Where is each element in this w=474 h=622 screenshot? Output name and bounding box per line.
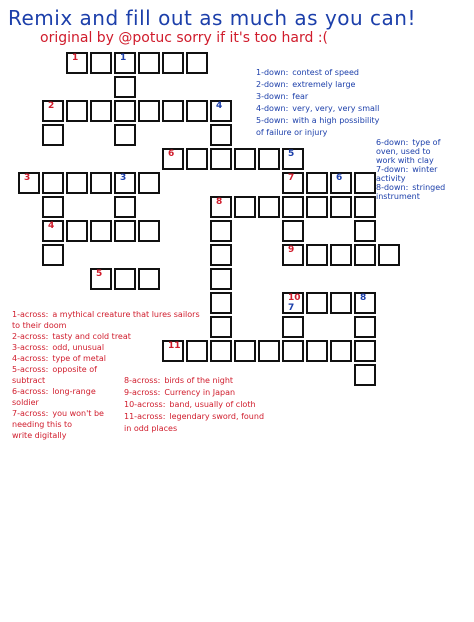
- grid-cell[interactable]: [186, 100, 208, 122]
- grid-cell[interactable]: [330, 244, 352, 266]
- clue-line: [12, 354, 106, 363]
- clue-text: stringed: [412, 183, 446, 192]
- grid-cell[interactable]: [282, 340, 304, 362]
- grid-cell[interactable]: [258, 340, 280, 362]
- grid-cell[interactable]: [210, 244, 232, 266]
- clue-text: legendary sword, found: [169, 412, 265, 421]
- clue-label: 1-down:: [256, 68, 289, 77]
- grid-cell[interactable]: [186, 52, 208, 74]
- clue-text: long-range: [52, 387, 96, 396]
- grid-cell[interactable]: [210, 292, 232, 314]
- clue-line: [256, 104, 379, 113]
- clue-label: 10-across:: [124, 400, 166, 409]
- clue-line: [376, 192, 420, 201]
- clue-label: 7-down:: [376, 165, 409, 174]
- clue-number-11-across: 11: [168, 341, 181, 351]
- grid-cell[interactable]: [138, 268, 160, 290]
- grid-cell[interactable]: [354, 340, 376, 362]
- clue-label: 11-across:: [124, 412, 166, 421]
- clue-label: 3-down:: [256, 92, 289, 101]
- grid-cell[interactable]: [210, 220, 232, 242]
- clue-line: [12, 332, 131, 341]
- clue-text: odd, unusual: [52, 343, 105, 352]
- grid-cell[interactable]: [282, 220, 304, 242]
- clue-line: [12, 321, 66, 330]
- clue-text: subtract: [12, 376, 46, 385]
- clue-text: very, very, very small: [292, 104, 380, 113]
- clue-text: band, usually of cloth: [169, 400, 256, 409]
- grid-cell[interactable]: [186, 148, 208, 170]
- grid-cell[interactable]: [354, 244, 376, 266]
- grid-cell[interactable]: [186, 340, 208, 362]
- clue-line: [124, 388, 235, 397]
- clue-number-9-across: 9: [288, 245, 295, 255]
- clue-label: 4-across:: [12, 354, 49, 363]
- clue-line: [376, 156, 434, 165]
- clue-number-6-across: 6: [168, 149, 175, 159]
- grid-cell[interactable]: [114, 220, 136, 242]
- grid-cell[interactable]: [306, 244, 328, 266]
- clue-line: [124, 400, 256, 409]
- clue-text: work with clay: [376, 156, 434, 165]
- clue-number-10-across: 10: [288, 293, 301, 303]
- clue-text: winter: [412, 165, 438, 174]
- grid-cell[interactable]: [210, 316, 232, 338]
- grid-cell[interactable]: [114, 76, 136, 98]
- clue-line: [12, 376, 45, 385]
- clue-text: contest of speed: [292, 68, 359, 77]
- clue-line: [256, 92, 308, 101]
- clue-label: 1-across:: [12, 310, 49, 319]
- clue-line: [12, 420, 72, 429]
- clue-line: [376, 174, 406, 183]
- clue-text: of failure or injury: [256, 128, 328, 137]
- clue-label: 3-across:: [12, 343, 49, 352]
- grid-cell[interactable]: [138, 52, 160, 74]
- clue-line: [256, 128, 327, 137]
- clue-number-3-across: 3: [24, 173, 31, 183]
- clue-line: [12, 409, 104, 418]
- grid-cell[interactable]: [42, 196, 64, 218]
- clue-line: [256, 68, 359, 77]
- clue-label: 6-down:: [376, 138, 409, 147]
- clue-number-1-down: 1: [120, 53, 127, 63]
- grid-cell[interactable]: [42, 124, 64, 146]
- clue-line: [124, 412, 264, 421]
- clue-text: soldier: [12, 398, 39, 407]
- grid-cell[interactable]: [66, 100, 88, 122]
- grid-cell[interactable]: [330, 292, 352, 314]
- clue-number-5-across: 5: [96, 269, 103, 279]
- clue-number-2-across: 2: [48, 101, 55, 111]
- grid-cell[interactable]: [234, 148, 256, 170]
- clue-line: [12, 431, 66, 440]
- clue-number-3-down: 3: [120, 173, 127, 183]
- clue-text: to their doom: [12, 321, 67, 330]
- clue-text: opposite of: [52, 365, 97, 374]
- clue-label: 5-across:: [12, 365, 49, 374]
- grid-cell[interactable]: [114, 124, 136, 146]
- clue-line: [376, 165, 437, 174]
- grid-cell[interactable]: [282, 196, 304, 218]
- clue-label: 8-across:: [124, 376, 161, 385]
- grid-cell[interactable]: [114, 268, 136, 290]
- clue-number-5-down: 5: [288, 149, 295, 159]
- clue-text: fear: [292, 92, 309, 101]
- grid-cell[interactable]: [306, 292, 328, 314]
- clue-line: [12, 365, 97, 374]
- clue-line: [256, 116, 379, 125]
- grid-cell[interactable]: [66, 220, 88, 242]
- clue-line: [376, 138, 440, 147]
- clue-text: birds of the night: [164, 376, 234, 385]
- clue-label: 4-down:: [256, 104, 289, 113]
- grid-cell[interactable]: [42, 172, 64, 194]
- clue-text: type of: [412, 138, 441, 147]
- grid-cell[interactable]: [90, 100, 112, 122]
- grid-cell[interactable]: [138, 100, 160, 122]
- clue-text: oven, used to: [376, 147, 431, 156]
- grid-cell[interactable]: [330, 196, 352, 218]
- grid-cell[interactable]: [138, 172, 160, 194]
- grid-cell[interactable]: [138, 220, 160, 242]
- grid-cell[interactable]: [354, 364, 376, 386]
- grid-cell[interactable]: [162, 52, 184, 74]
- clue-line: [376, 183, 445, 192]
- grid-cell[interactable]: [258, 148, 280, 170]
- grid-cell[interactable]: [258, 196, 280, 218]
- clue-text: write digitally: [12, 431, 67, 440]
- clue-number-4-across: 4: [48, 221, 55, 231]
- clue-label: 5-down:: [256, 116, 289, 125]
- clue-label: 6-across:: [12, 387, 49, 396]
- page-subtitle: original by @potuc sorry if it's too hard :(: [40, 30, 329, 46]
- grid-cell[interactable]: [354, 196, 376, 218]
- clue-label: 2-down:: [256, 80, 289, 89]
- clue-line: [12, 310, 200, 319]
- grid-cell[interactable]: [66, 172, 88, 194]
- grid-cell[interactable]: [330, 340, 352, 362]
- clue-line: [12, 343, 104, 352]
- clue-text: instrument: [376, 192, 420, 201]
- grid-cell[interactable]: [114, 196, 136, 218]
- clue-text: a mythical creature that lures sailors: [52, 310, 200, 319]
- grid-cell[interactable]: [210, 268, 232, 290]
- grid-cell[interactable]: [210, 340, 232, 362]
- clue-text: Currency in Japan: [164, 388, 236, 397]
- clue-text: with a high possibility: [292, 116, 380, 125]
- clue-text: needing this to: [12, 420, 73, 429]
- clue-number-7-down: 7: [288, 303, 295, 313]
- clue-number-4-down: 4: [216, 101, 223, 111]
- grid-cell[interactable]: [354, 316, 376, 338]
- clue-label: 2-across:: [12, 332, 49, 341]
- grid-cell[interactable]: [210, 124, 232, 146]
- clue-line: [124, 424, 177, 433]
- grid-cell[interactable]: [90, 52, 112, 74]
- grid-cell[interactable]: [234, 340, 256, 362]
- clue-text: in odd places: [124, 424, 178, 433]
- clue-text: you won't be: [52, 409, 104, 418]
- grid-cell[interactable]: [306, 340, 328, 362]
- clue-label: 8-down:: [376, 183, 409, 192]
- grid-cell[interactable]: [162, 100, 184, 122]
- clue-line: [256, 80, 355, 89]
- clue-text: type of metal: [52, 354, 106, 363]
- grid-cell[interactable]: [354, 172, 376, 194]
- clue-number-8-down: 8: [360, 293, 367, 303]
- page-title: Remix and fill out as much as you can!: [8, 6, 417, 30]
- clue-line: [376, 147, 431, 156]
- clue-number-7-across: 7: [288, 173, 295, 183]
- clue-text: tasty and cold treat: [52, 332, 131, 341]
- grid-cell[interactable]: [306, 172, 328, 194]
- grid-cell[interactable]: [90, 220, 112, 242]
- grid-cell[interactable]: [306, 196, 328, 218]
- clue-text: extremely large: [292, 80, 356, 89]
- grid-cell[interactable]: [378, 244, 400, 266]
- clue-number-8-across: 8: [216, 197, 223, 207]
- grid-cell[interactable]: [90, 172, 112, 194]
- clue-label: 7-across:: [12, 409, 49, 418]
- grid-cell[interactable]: [354, 220, 376, 242]
- clue-number-6-down: 6: [336, 173, 343, 183]
- grid-cell[interactable]: [210, 148, 232, 170]
- clue-line: [12, 387, 96, 396]
- grid-cell[interactable]: [42, 244, 64, 266]
- clue-line: [124, 376, 233, 385]
- clue-number-1-across: 1: [72, 53, 79, 63]
- clue-text: activity: [376, 174, 406, 183]
- clue-label: 9-across:: [124, 388, 161, 397]
- grid-cell[interactable]: [114, 100, 136, 122]
- clue-line: [12, 398, 39, 407]
- grid-cell[interactable]: [234, 196, 256, 218]
- grid-cell[interactable]: [282, 316, 304, 338]
